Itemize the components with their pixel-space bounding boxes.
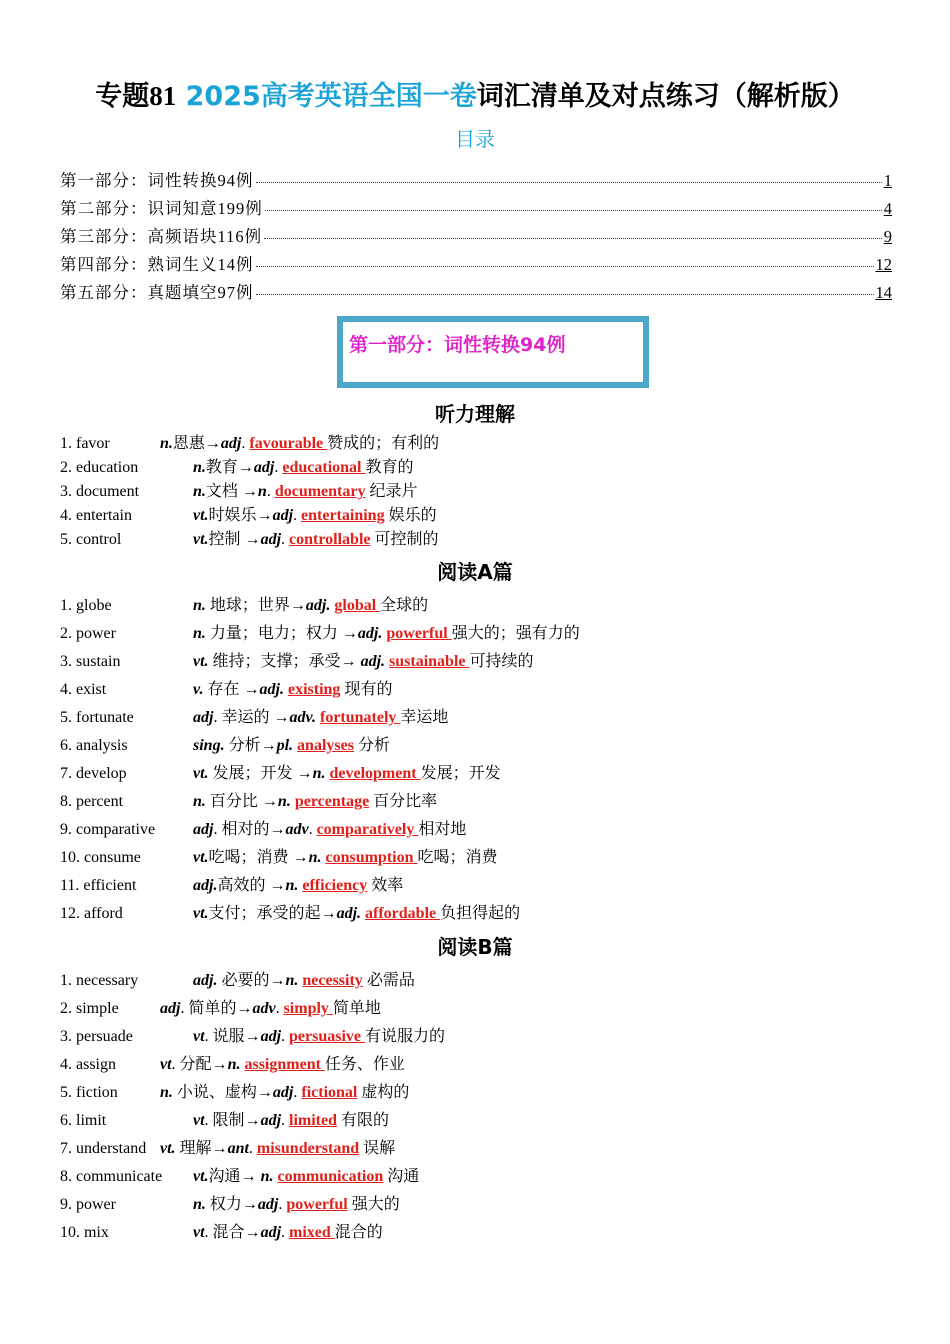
vocab-definition [193, 1191, 400, 1219]
derived-meaning: 相对地 [418, 821, 467, 838]
derived-word-answer: consumption [325, 849, 418, 866]
part-of-speech: vt [193, 1112, 205, 1129]
vocab-item [60, 995, 920, 1023]
vocab-item [60, 1135, 920, 1163]
vocab-definition [160, 1135, 395, 1163]
vocab-word: 11. efficient [60, 877, 137, 894]
vocab-list [60, 967, 920, 1247]
toc-entry-page[interactable]: 4 [883, 199, 892, 218]
meaning: 恩惠→ [172, 435, 221, 452]
toc-entry-page[interactable]: 12 [875, 255, 892, 274]
derived-meaning: 简单地 [332, 1000, 381, 1017]
derived-meaning: 百分比率 [369, 793, 438, 810]
derived-meaning: 赞成的；有利的 [327, 435, 440, 452]
vocab-word: 9. comparative [60, 821, 156, 838]
vocab-item [60, 967, 920, 995]
group-heading: 听力理解 [435, 402, 515, 426]
derived-part-of-speech: adj [260, 1028, 282, 1045]
meaning: 发展；开发 → [208, 765, 313, 782]
part-of-speech: adj [193, 709, 214, 726]
derived-word-answer: necessity [302, 972, 363, 989]
separator: . [248, 1140, 257, 1157]
derived-meaning: 纪录片 [365, 483, 418, 500]
meaning: 力量；电力；权力 → [205, 625, 358, 642]
derived-meaning: 全球的 [380, 597, 429, 614]
toc-leader-dots [256, 294, 874, 295]
derived-word-answer: powerful [286, 1196, 348, 1213]
vocab-item [60, 456, 920, 480]
derived-meaning: 幸运地 [400, 709, 449, 726]
derived-meaning: 可持续的 [469, 653, 534, 670]
derived-part-of-speech: n. [312, 765, 326, 782]
meaning: . 幸运的 → [213, 709, 290, 726]
separator: . [281, 1112, 290, 1129]
derived-word-answer: efficiency [302, 877, 368, 894]
vocab-definition [193, 816, 466, 844]
meaning: 必要的→ [217, 972, 286, 989]
vocab-item [60, 1051, 920, 1079]
meaning: 支付；承受的起→ [208, 905, 337, 922]
separator: . [241, 435, 250, 452]
derived-word-answer: assignment [244, 1056, 325, 1073]
toc-entry-page[interactable]: 1 [883, 171, 892, 190]
vocab-definition [193, 900, 520, 928]
vocab-definition [193, 760, 501, 788]
vocab-word: 3. document [60, 483, 140, 500]
vocab-definition [193, 592, 428, 620]
meaning: 控制 → [208, 531, 261, 548]
toc-leader-dots [256, 182, 882, 183]
part-of-speech: vt. [193, 765, 209, 782]
vocab-item [60, 816, 920, 844]
derived-part-of-speech: n. [285, 877, 299, 894]
derived-word-answer: comparatively [316, 821, 419, 838]
part-of-speech: n. [193, 1196, 206, 1213]
vocab-item [60, 620, 920, 648]
part-of-speech: vt. [160, 1140, 176, 1157]
meaning: 高效的 → [217, 877, 286, 894]
derived-meaning: 可控制的 [370, 531, 439, 548]
title-highlight: 2025高考英语全国一卷 [185, 81, 477, 112]
document-title [0, 78, 950, 115]
derived-meaning: 强大的；强有力的 [451, 625, 580, 642]
meaning: . 分配→ [171, 1056, 228, 1073]
part-of-speech: n. [160, 435, 173, 452]
part-of-speech: vt. [193, 507, 209, 524]
title-prefix: 专题 [95, 81, 150, 112]
part-of-speech: n. [193, 597, 206, 614]
derived-meaning: 混合的 [334, 1224, 383, 1241]
derived-word-answer: entertaining [301, 507, 385, 524]
derived-part-of-speech: adv [252, 1000, 276, 1017]
derived-word-answer: fictional [301, 1084, 358, 1101]
toc-entry[interactable] [60, 279, 892, 307]
derived-part-of-speech: adj [253, 459, 275, 476]
derived-meaning: 必需品 [362, 972, 415, 989]
derived-word-answer: communication [277, 1168, 384, 1185]
part-of-speech: n. [160, 1084, 173, 1101]
vocab-word: 8. communicate [60, 1168, 163, 1185]
vocab-word: 1. necessary [60, 972, 139, 989]
derived-part-of-speech: adj. [357, 625, 383, 642]
vocab-word: 1. globe [60, 597, 112, 614]
toc-entry[interactable] [60, 167, 892, 195]
derived-part-of-speech: n [257, 483, 267, 500]
derived-part-of-speech: adj [220, 435, 242, 452]
meaning: . 混合→ [204, 1224, 261, 1241]
derived-part-of-speech: adj. [336, 905, 362, 922]
vocab-item [60, 480, 920, 504]
derived-meaning: 任务、作业 [324, 1056, 405, 1073]
derived-part-of-speech: n. [260, 1168, 274, 1185]
derived-part-of-speech: ant [227, 1140, 249, 1157]
vocab-item [60, 1107, 920, 1135]
vocab-word: 8. percent [60, 793, 124, 810]
part-of-speech: vt. [193, 531, 209, 548]
vocab-word: 7. understand [60, 1140, 147, 1157]
vocab-word: 5. fiction [60, 1084, 118, 1101]
vocab-definition [193, 1023, 445, 1051]
vocab-word: 3. persuade [60, 1028, 133, 1045]
derived-part-of-speech: adj. [305, 597, 331, 614]
derived-word-answer: sustainable [389, 653, 470, 670]
part-of-speech: vt [193, 1028, 205, 1045]
derived-part-of-speech: n. [277, 793, 291, 810]
derived-word-answer: controllable [289, 531, 371, 548]
derived-meaning: 现有的 [340, 681, 393, 698]
derived-meaning: 效率 [367, 877, 404, 894]
derived-meaning: 分析 [353, 737, 390, 754]
vocab-word: 6. analysis [60, 737, 128, 754]
vocab-definition [193, 528, 439, 552]
vocab-item [60, 1191, 920, 1219]
vocab-definition [193, 732, 390, 760]
vocab-item [60, 844, 920, 872]
vocab-word: 7. develop [60, 765, 127, 782]
part-of-speech: vt [193, 1224, 205, 1241]
vocab-list [60, 592, 920, 928]
vocab-definition [193, 676, 392, 704]
vocab-definition [193, 1219, 383, 1247]
part-of-speech: vt. [193, 1168, 209, 1185]
toc-leader-dots [264, 238, 882, 239]
derived-part-of-speech: adj [257, 1196, 279, 1213]
toc-entry-label: 第三部分：高频语块116例 [60, 227, 263, 246]
vocab-definition [193, 480, 418, 504]
table-of-contents [60, 167, 892, 307]
vocab-item [60, 648, 920, 676]
derived-word-answer: analyses [297, 737, 354, 754]
separator: . [293, 1084, 302, 1101]
separator: . [281, 531, 290, 548]
vocab-word: 2. education [60, 459, 139, 476]
vocab-item [60, 1219, 920, 1247]
vocab-definition [193, 1163, 419, 1191]
vocab-item [60, 1079, 920, 1107]
vocab-word: 3. sustain [60, 653, 121, 670]
vocab-definition [160, 995, 381, 1023]
separator: . [308, 821, 317, 838]
derived-part-of-speech: adj [260, 531, 282, 548]
derived-word-answer: documentary [274, 483, 366, 500]
meaning: 吃喝；消费 → [208, 849, 309, 866]
vocab-definition [160, 1079, 409, 1107]
derived-part-of-speech: adv [285, 821, 309, 838]
meaning: . 限制→ [204, 1112, 261, 1129]
separator: . [266, 483, 275, 500]
part-of-speech: vt. [193, 905, 209, 922]
meaning: 权力→ [205, 1196, 258, 1213]
vocab-definition [193, 704, 448, 732]
derived-part-of-speech: n. [227, 1056, 241, 1073]
toc-leader-dots [265, 210, 882, 211]
meaning: 地球；世界→ [205, 597, 306, 614]
vocab-item [60, 788, 920, 816]
group-heading: 阅读A篇 [437, 560, 513, 584]
vocab-word: 4. exist [60, 681, 107, 698]
separator: . [293, 507, 302, 524]
derived-meaning: 虚构的 [357, 1084, 410, 1101]
toc-entry-page[interactable]: 14 [875, 283, 892, 302]
meaning: . 说服→ [204, 1028, 261, 1045]
vocab-word: 2. power [60, 625, 116, 642]
vocab-item [60, 1163, 920, 1191]
vocab-definition [160, 1051, 405, 1079]
derived-word-answer: limited [289, 1112, 338, 1129]
derived-word-answer: existing [287, 681, 341, 698]
meaning: 百分比 → [205, 793, 278, 810]
vocab-definition [193, 648, 534, 676]
derived-part-of-speech: adj [260, 1224, 282, 1241]
meaning: 沟通→ [208, 1168, 261, 1185]
derived-part-of-speech: adj [260, 1112, 282, 1129]
derived-word-answer: fortunately [319, 709, 401, 726]
section-title: 第一部分：词性转换94例 [349, 334, 566, 356]
vocab-list [60, 432, 920, 552]
meaning: 时娱乐→ [208, 507, 273, 524]
part-of-speech: n. [193, 459, 206, 476]
vocab-item [60, 432, 920, 456]
vocab-item [60, 900, 920, 928]
derived-word-answer: persuasive [289, 1028, 366, 1045]
part-of-speech: vt. [193, 653, 209, 670]
vocab-item [60, 676, 920, 704]
vocab-word: 5. control [60, 531, 122, 548]
vocab-definition [193, 788, 437, 816]
vocab-definition [193, 1107, 389, 1135]
derived-word-answer: mixed [289, 1224, 335, 1241]
separator: . [278, 1196, 287, 1213]
derived-part-of-speech: adj [272, 1084, 294, 1101]
vocab-word: 4. assign [60, 1056, 116, 1073]
part-of-speech: n. [193, 625, 206, 642]
vocab-definition [193, 504, 437, 528]
vocab-word: 9. power [60, 1196, 116, 1213]
vocab-definition [193, 456, 414, 480]
derived-meaning: 娱乐的 [384, 507, 437, 524]
vocab-definition [160, 432, 439, 456]
vocab-item [60, 504, 920, 528]
derived-word-answer: powerful [386, 625, 452, 642]
derived-word-answer: favourable [249, 435, 328, 452]
vocab-item [60, 592, 920, 620]
vocab-definition [193, 844, 498, 872]
part-of-speech: v. [193, 681, 204, 698]
part-of-speech: n. [193, 793, 206, 810]
derived-meaning: 有限的 [337, 1112, 390, 1129]
toc-leader-dots [256, 266, 874, 267]
part-of-speech: vt [160, 1056, 172, 1073]
derived-part-of-speech: adj. [360, 653, 386, 670]
part-of-speech: sing. [193, 737, 225, 754]
meaning: 教育→ [205, 459, 254, 476]
vocab-word: 5. fortunate [60, 709, 134, 726]
derived-meaning: 教育的 [365, 459, 414, 476]
meaning: 维持；支撑；承受→ [208, 653, 361, 670]
derived-meaning: 有说服力的 [365, 1028, 446, 1045]
derived-meaning: 沟通 [383, 1168, 420, 1185]
derived-part-of-speech: n. [285, 972, 299, 989]
title-suffix: 词汇清单及对点练习（解析版） [476, 81, 855, 112]
part-of-speech: adj. [193, 972, 218, 989]
derived-meaning: 强大的 [347, 1196, 400, 1213]
derived-part-of-speech: adj [272, 507, 294, 524]
vocab-item [60, 704, 920, 732]
meaning: 小说、虚构→ [172, 1084, 273, 1101]
toc-entry-page[interactable]: 9 [883, 227, 892, 246]
part-of-speech: vt. [193, 849, 209, 866]
separator: . [281, 1028, 290, 1045]
vocab-word: 1. favor [60, 435, 110, 452]
vocab-item [60, 872, 920, 900]
part-of-speech: adj [193, 821, 214, 838]
derived-meaning: 发展；开发 [420, 765, 501, 782]
toc-entry-label: 第四部分：熟词生义14例 [60, 255, 254, 274]
derived-part-of-speech: pl. [276, 737, 294, 754]
meaning: 理解→ [175, 1140, 228, 1157]
derived-meaning: 吃喝；消费 [417, 849, 498, 866]
separator: . [275, 1000, 284, 1017]
part-of-speech: adj [160, 1000, 181, 1017]
meaning: 存在 → [203, 681, 260, 698]
toc-entry-label: 第一部分：词性转换94例 [60, 171, 254, 190]
toc-entry[interactable] [60, 195, 892, 223]
derived-word-answer: misunderstand [256, 1140, 360, 1157]
vocab-definition [193, 620, 580, 648]
vocab-word: 10. consume [60, 849, 141, 866]
vocab-word: 10. mix [60, 1224, 109, 1241]
toc-entry-label: 第二部分：识词知意199例 [60, 199, 263, 218]
group-heading: 阅读B篇 [437, 935, 513, 959]
meaning: . 简单的→ [180, 1000, 253, 1017]
derived-word-answer: educational [282, 459, 366, 476]
derived-part-of-speech: n. [308, 849, 322, 866]
derived-word-answer: affordable [365, 905, 441, 922]
separator: . [281, 1224, 290, 1241]
vocab-definition [193, 872, 403, 900]
vocab-item [60, 732, 920, 760]
vocab-word: 4. entertain [60, 507, 132, 524]
derived-word-answer: development [329, 765, 421, 782]
toc-entry[interactable] [60, 251, 892, 279]
separator: . [274, 459, 283, 476]
derived-word-answer: global [334, 597, 381, 614]
vocab-definition [193, 967, 415, 995]
meaning: . 相对的→ [213, 821, 286, 838]
toc-entry[interactable] [60, 223, 892, 251]
derived-word-answer: percentage [294, 793, 370, 810]
toc-heading: 目录 [455, 127, 495, 151]
vocab-word: 6. limit [60, 1112, 107, 1129]
vocab-item [60, 760, 920, 788]
meaning: 分析→ [224, 737, 277, 754]
toc-entry-label: 第五部分：真题填空97例 [60, 283, 254, 302]
vocab-item [60, 528, 920, 552]
section-title-box [337, 316, 649, 388]
vocab-word: 2. simple [60, 1000, 119, 1017]
title-number: 81 [149, 81, 177, 111]
derived-meaning: 负担得起的 [440, 905, 521, 922]
derived-meaning: 误解 [359, 1140, 396, 1157]
vocab-item [60, 1023, 920, 1051]
vocab-word: 12. afford [60, 905, 123, 922]
part-of-speech: n. [193, 483, 206, 500]
derived-word-answer: simply [283, 1000, 333, 1017]
meaning: 文档 → [205, 483, 258, 500]
derived-part-of-speech: adv. [289, 709, 316, 726]
part-of-speech: adj. [193, 877, 218, 894]
derived-part-of-speech: adj. [259, 681, 284, 698]
